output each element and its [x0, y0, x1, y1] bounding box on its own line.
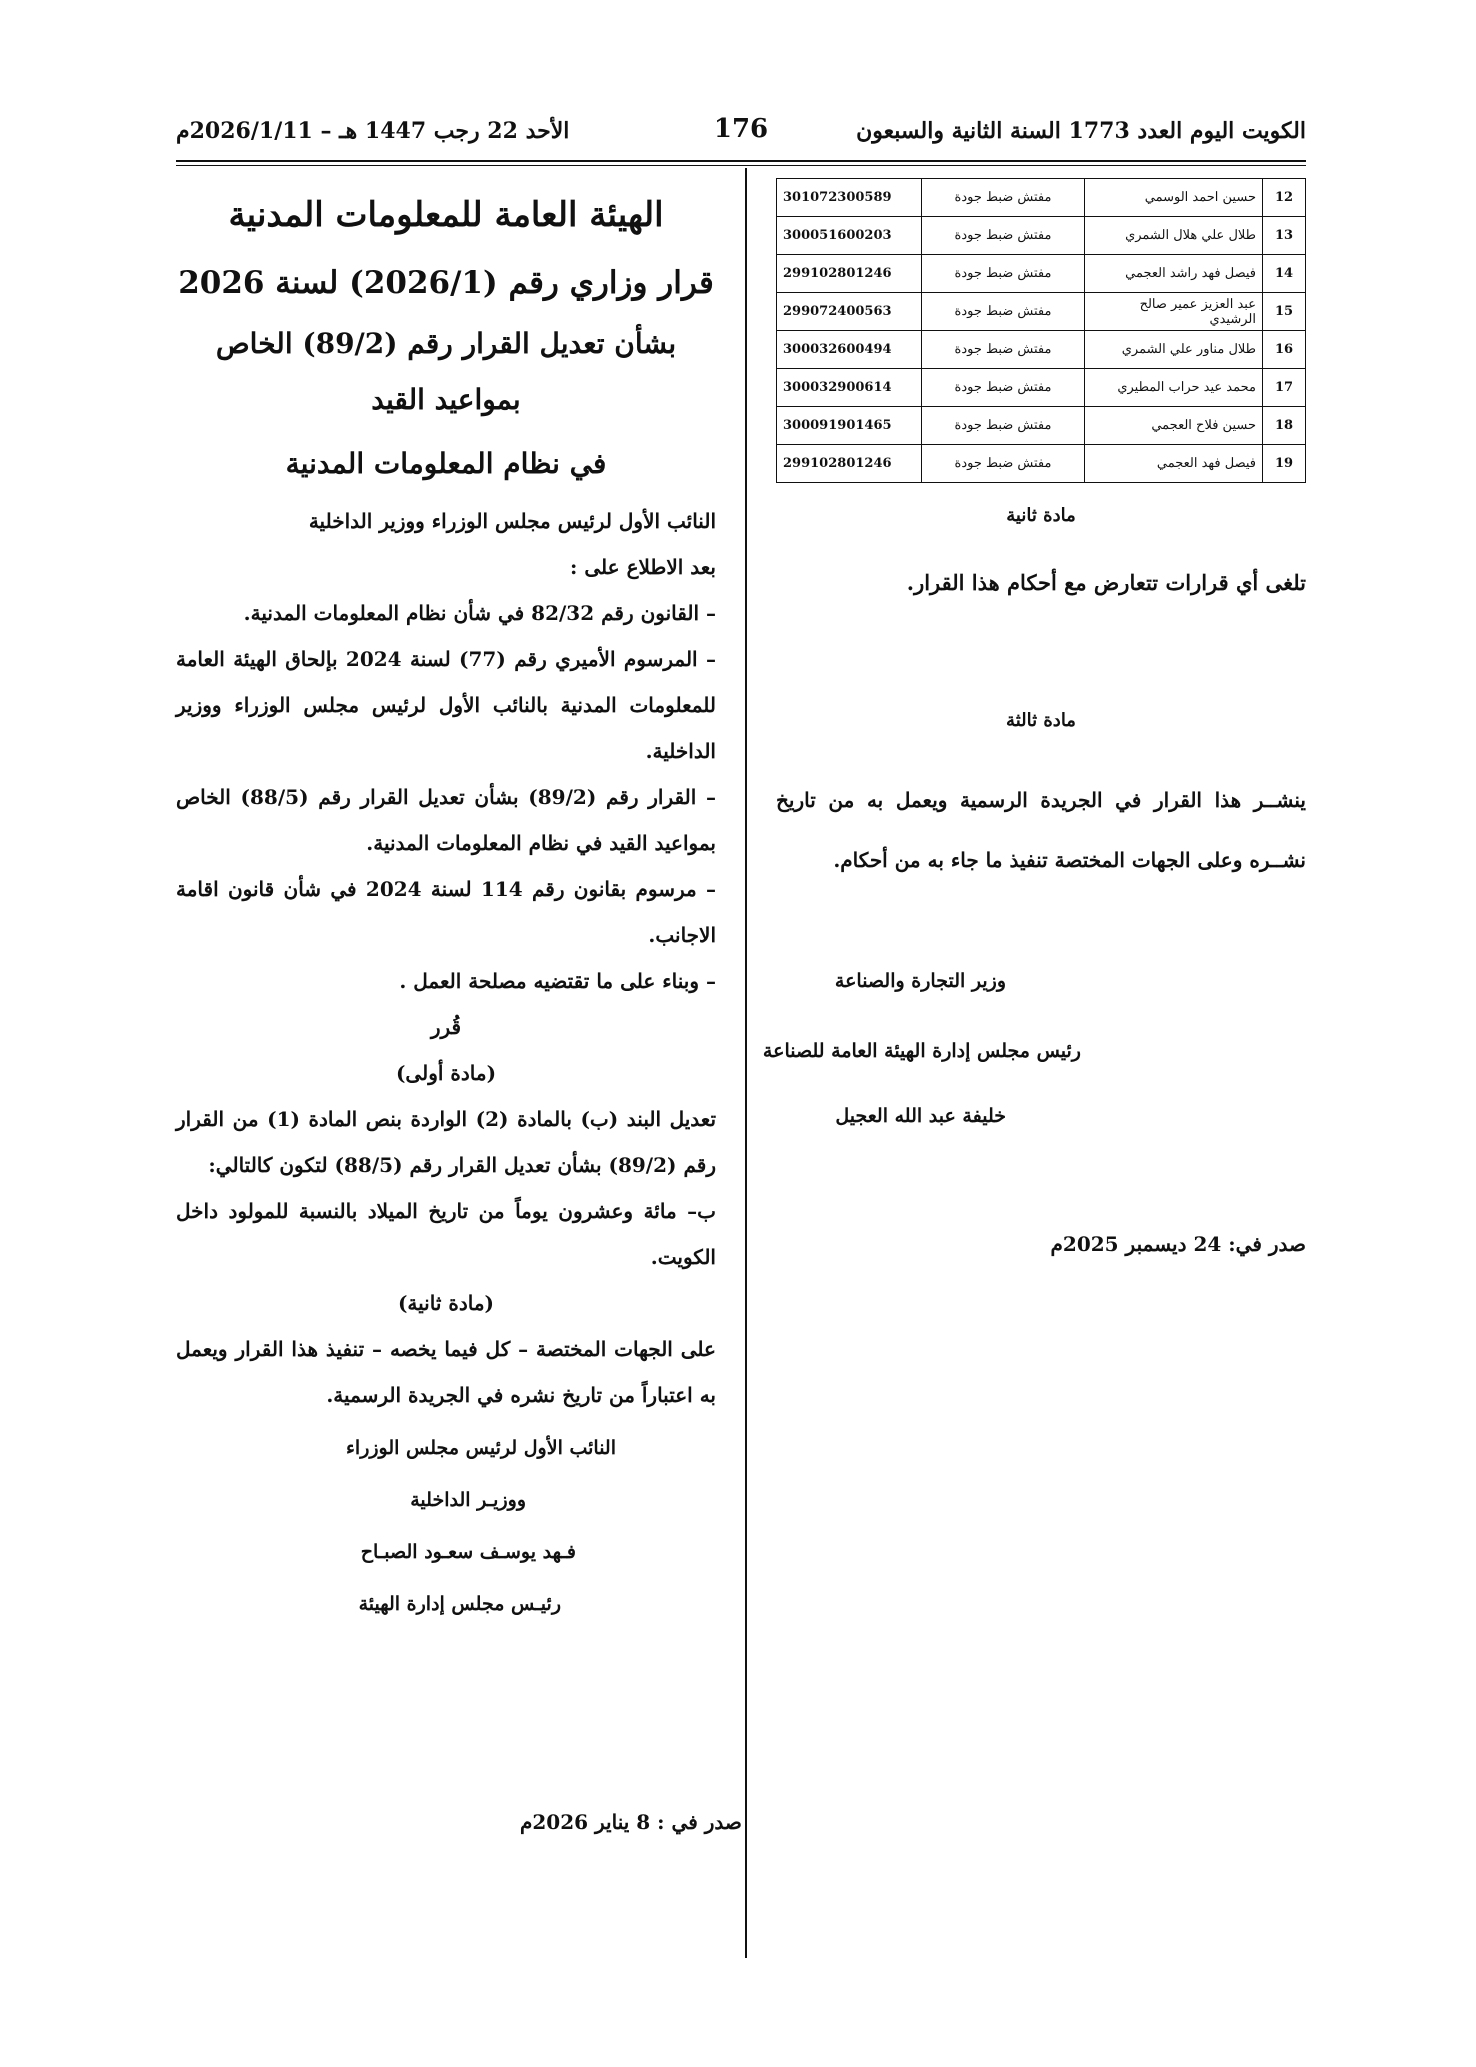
page-number: 176: [713, 114, 769, 144]
civil-id: 299072400563: [777, 293, 922, 331]
row-number: 12: [1263, 179, 1306, 217]
article2-heading: (مادة ثانية): [397, 1291, 495, 1315]
employee-name: عبد العزيز عمير صالح الرشيدي: [1085, 293, 1263, 331]
row-number: 15: [1263, 293, 1306, 331]
column-divider: [745, 168, 747, 1958]
right-article3-text: ينشــر هذا القرار في الجريدة الرسمية ويعمل به من تاريخ نشــره وعلى الجهات المختصة تنفيذ ما جاء به من أحكام.: [776, 788, 1306, 872]
article1-item: ب– مائة وعشرون يوماً من تاريخ الميلاد بالنسبة للمولود داخل الكويت.: [176, 1199, 716, 1269]
row-number: 17: [1263, 369, 1306, 407]
employee-name: حسين احمد الوسمي: [1085, 179, 1263, 217]
issuer: النائب الأول لرئيس مجلس الوزراء ووزير الداخلية: [308, 509, 716, 533]
after-review: بعد الاطلاع على :: [570, 555, 716, 579]
page-header: [176, 114, 1306, 158]
job-title: مفتش ضبط جودة: [922, 445, 1085, 483]
job-title: مفتش ضبط جودة: [922, 293, 1085, 331]
staff-table: [776, 178, 1306, 483]
right-signature-name: خليفة عبد الله العجيل: [835, 1105, 1006, 1127]
left-column: [176, 190, 716, 1630]
row-number: 16: [1263, 331, 1306, 369]
article1-text: تعديل البند (ب) بالمادة (2) الواردة بنص المادة (1) من القرار رقم (89/2) بشأن تعديل القرار رقم (88/5) لتكون كالتالي:: [176, 1107, 717, 1177]
decision-title: قرار وزاري رقم (2026/1) لسنة 2026: [178, 265, 714, 301]
job-title: مفتش ضبط جودة: [922, 217, 1085, 255]
article1-heading: (مادة أولى): [395, 1061, 497, 1085]
civil-id: 300032600494: [777, 331, 922, 369]
row-number: 18: [1263, 407, 1306, 445]
right-signature-title: وزير التجارة والصناعة: [834, 970, 1006, 992]
job-title: مفتش ضبط جودة: [922, 255, 1085, 293]
right-column: [776, 178, 1306, 483]
table-row: [777, 293, 1306, 331]
civil-id: 300051600203: [777, 217, 922, 255]
right-article2-heading: مادة ثانية: [1006, 505, 1076, 526]
civil-id: 299102801246: [777, 255, 922, 293]
preamble-item: – مرسوم بقانون رقم 114 لسنة 2024 في شأن قانون اقامة الاجانب.: [176, 877, 717, 947]
row-number: 14: [1263, 255, 1306, 293]
left-signature-name: فـهد يوسـف سعـود الصبـاح: [360, 1541, 576, 1563]
civil-id: 301072300589: [777, 179, 922, 217]
table-row: [777, 179, 1306, 217]
table-row: [777, 369, 1306, 407]
preamble-item: – المرسوم الأميري رقم (77) لسنة 2024 بإلحاق الهيئة العامة للمعلومات المدنية بالنائب الأول لرئيس مجلس الوزراء ووزير الداخلية.: [176, 647, 716, 763]
header-rule: [176, 160, 1306, 162]
employee-name: فيصل فهد العجمي: [1085, 445, 1263, 483]
job-title: مفتش ضبط جودة: [922, 331, 1085, 369]
left-signature-role: رئيـس مجلس إدارة الهيئة: [358, 1593, 561, 1615]
left-signature-title: النائب الأول لرئيس مجلس الوزراء: [345, 1437, 616, 1459]
civil-id: 299102801246: [777, 445, 922, 483]
table-row: [777, 445, 1306, 483]
row-number: 19: [1263, 445, 1306, 483]
header-rule-thin: [176, 165, 1306, 166]
employee-name: حسين فلاح العجمي: [1085, 407, 1263, 445]
right-article2-text: تلغى أي قرارات تتعارض مع أحكام هذا القرار.: [906, 570, 1306, 595]
left-signature-ministry: ووزيـر الداخلية: [410, 1489, 526, 1511]
table-row: [777, 255, 1306, 293]
job-title: مفتش ضبط جودة: [922, 179, 1085, 217]
table-row: [777, 217, 1306, 255]
preamble-item: – وبناء على ما تقتضيه مصلحة العمل .: [399, 969, 716, 993]
job-title: مفتش ضبط جودة: [922, 407, 1085, 445]
issue-date: الأحد 22 رجب 1447 هـ – 2026/1/11م: [176, 118, 570, 144]
civil-id: 300091901465: [777, 407, 922, 445]
preamble-item: – القانون رقم 82/32 في شأن نظام المعلومات المدنية.: [243, 601, 716, 625]
row-number: 13: [1263, 217, 1306, 255]
gazette-issue-info: الكويت اليوم العدد 1773 السنة الثانية والسبعون: [856, 118, 1306, 144]
employee-name: فيصل فهد راشد العجمي: [1085, 255, 1263, 293]
left-issued-date: صدر في : 8 يناير 2026م: [520, 1810, 742, 1834]
preamble-item: – القرار رقم (89/2) بشأن تعديل القرار رقم (88/5) الخاص بمواعيد القيد في نظام المعلومات المدنية.: [176, 785, 716, 855]
employee-name: طلال علي هلال الشمري: [1085, 217, 1263, 255]
table-row: [777, 407, 1306, 445]
org-title: الهيئة العامة للمعلومات المدنية: [228, 195, 664, 235]
table-row: [777, 331, 1306, 369]
decision-subject-line2: في نظام المعلومات المدنية: [285, 447, 607, 480]
job-title: مفتش ضبط جودة: [922, 369, 1085, 407]
right-article3-heading: مادة ثالثة: [1006, 710, 1076, 731]
employee-name: محمد عيد حراب المطيري: [1085, 369, 1263, 407]
employee-name: طلال مناور علي الشمري: [1085, 331, 1263, 369]
civil-id: 300032900614: [777, 369, 922, 407]
decision-subject-line1: بشأن تعديل القرار رقم (89/2) الخاص بمواعيد القيد: [215, 327, 677, 416]
decided-heading: قُرر: [430, 1015, 462, 1039]
article2-text: على الجهات المختصة – كل فيما يخصه – تنفيذ هذا القرار ويعمل به اعتباراً من تاريخ نشره في الجريدة الرسمية.: [176, 1337, 716, 1407]
right-signature-role: رئيس مجلس إدارة الهيئة العامة للصناعة: [762, 1040, 1081, 1062]
right-issued-date: صدر في: 24 ديسمبر 2025م: [1050, 1232, 1306, 1256]
